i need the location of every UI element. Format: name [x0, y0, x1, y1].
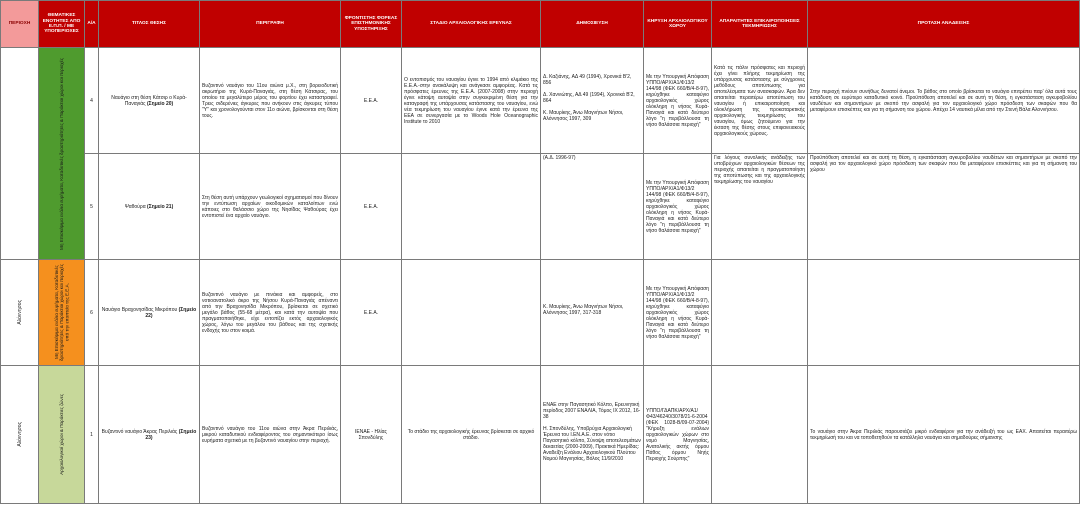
region-cell	[1, 260, 39, 366]
region-cell	[1, 366, 39, 504]
description: Στη θέση αυτή υπάρχουν γεωλογικοί σχηματισμοί που δίνουν την εντύπωση αρχαίων οικοδομικών καταλοίπων ενώ κάποιες στο θαλάσσιο χώρο της Νησίδας Ψαθούρας έχει εντοπιστεί ένα αρχαίο ναυάγιο.	[200, 154, 341, 260]
site-title: Βυζαντινό ναυάγιο Άκρας Περιλιάς	[101, 428, 178, 435]
table-row	[1, 366, 1080, 504]
region-cell	[1, 48, 39, 260]
group-label: Αρχαιολογικοί χώροι & Παράκτιες ζώνες	[58, 394, 64, 475]
aparaitites	[712, 260, 808, 366]
header-perigrafi: ΠΕΡΙΓΡΑΦΗ	[200, 1, 341, 48]
header-enotita: ΘΕΜΑΤΙΚΕΣ ΕΝΟΤΗΤΕΣ ΑΠΟ Ε.Π.Π. / ΜΕ ΥΠΟΠΕΡΙΟΧΕΣ	[39, 1, 85, 48]
site-title-cell	[99, 260, 200, 366]
references-cell	[541, 366, 644, 504]
site-title: Ναυάγιο στη θέση Κάτσιρ ο Κυρά-Παναγιάς	[111, 94, 187, 107]
kirixi: Με την Υπουργική Απόφαση ΥΠΠΟ/ΑΡΧ/Α1/Φ13/2 144/98 (ΦΕΚ 660/Β/4-8-97), κηρύχθηκε καταφύγιο αρχαιολογικός χώρος ολόκληρη η νήσος Κυρά-Παναγιά και κατά δεύτερο λόγο "η περιβάλλουσα τη νήσο θαλάσσια περιοχή"	[644, 48, 712, 154]
site-title: Ψαθούρα	[124, 203, 146, 210]
header-perif: ΠΕΡΙΟΧΗ	[1, 1, 39, 48]
header-titlos: ΤΙΤΛΟΣ ΘΕΣΗΣ	[99, 1, 200, 48]
stadio: Το στάδιο της αρχαιολογικής έρευνας βρίσκεται σε αρχικό στάδιο.	[402, 366, 541, 504]
reference: Κ. Μαυρίκης, Άνω Μαγνήτων Νήσοι, Αλόννησος 1997, 309	[543, 109, 624, 122]
header-stadio: ΣΤΑΔΙΟ ΑΡΧΑΙΟΛΟΓΙΚΗΣ ΕΡΕΥΝΑΣ	[402, 1, 541, 48]
site-tag: (Σημείο 21)	[147, 203, 174, 210]
stadio: Ο εντοπισμός του ναυαγίου έγινε το 1994 από κλιμάκιο της Ε.Ε.Α.-στην ανακάλυψη και ανάγκασε αμφορέας. Κατά τις πρόσφατες έρευνες της Ε.Ε.Α. (2007-2008) στην περιοχή έγινε κάτοψη αυτοψία στην συγκεκριμένη θέση για την καταγραφή της υπάρχουσας κατάστασης του ναυαγίου, ενώ νέα τεκμηρίωση του ναυαγίου έγινε κατά την έρευνα της ΕΕΑ σε συνεργασία με το Woods Hole Oceanographic Institute το 2010	[402, 48, 541, 154]
site-tag: (Σημείο 22)	[145, 306, 197, 319]
header-kirixi: ΚΗΡΥΞΗ ΑΡΧΑΙΟΛΟΓΙΚΟΥ ΧΩΡΟΥ	[644, 1, 712, 48]
foreas: ΙΕΝΑΕ - Ηλίας Σπονδύλης	[341, 366, 402, 504]
site-title-cell	[99, 366, 200, 504]
row-number: 6	[85, 260, 99, 366]
row-number: 1	[85, 366, 99, 504]
reference: Η. Σπονδύλης, Υποβρύχια Αρχαιολογική Έρευνα του Ι.ΕΝ.Α.Ε. στον νότιο Παγασητικό κόλπο, Σύνοψη αποτελεσμάτων δεκαετίας (2000-2009), Πρακτικά Ημερίδας: Αναδείξη Ενάλιου Αρχαιολογικού Πλούτου Νομού Μαγνησίας, Βόλος 11/9/2010	[543, 425, 641, 462]
header-foreas: ΦΡΟΝΤΙΣΤΗΣ ΦΟΡΕΑΣ ΕΠΙΣΤΗΜΟΝΙΚΗΣ ΥΠΟΣΤΗΡΙΞΗΣ	[341, 1, 402, 48]
header-row	[1, 1, 1080, 48]
row-number: 5	[85, 154, 99, 260]
reference: (Α.Δ. 1996-97)	[543, 155, 576, 161]
foreas: Ε.Ε.Α.	[341, 48, 402, 154]
foreas: Ε.Ε.Α.	[341, 154, 402, 260]
group-label: Μη Επισκέψιμα ενάλια ευρήματα, Καταδυτικές δραστηριότητες & Παράκτιοι χώροι και περιοχές υπό την εποπτεία της Ε.Ε.Α.	[53, 264, 70, 361]
site-tag: (Σημείο 23)	[145, 428, 197, 441]
site-title-cell	[99, 48, 200, 154]
aparaitites	[712, 366, 808, 504]
site-title-cell	[99, 154, 200, 260]
header-protasi: ΠΡΟΤΑΣΗ ΑΝΑΔΕΙΞΗΣ	[808, 1, 1080, 48]
group-cell	[39, 48, 85, 260]
references-cell	[541, 48, 644, 154]
group-cell	[39, 260, 85, 366]
header-aa: Α/Α	[85, 1, 99, 48]
reference: ΕΝΑΕ στην Παγασητικό Κόλπο, Ερευνητική περίοδος 2007 ΕΝΑΛΙΑ, Τόμος ΙΧ 2012, 16-38	[543, 401, 641, 420]
group-label: Μη Επισκέψιμα ενάλια ευρήματα, Καταδυτικές δραστηριότητες & Παράκτιοι χώροι και περιοχές	[58, 57, 64, 250]
region-label: Αλόννησος	[16, 422, 23, 447]
description: Βυζαντινό ναυάγιο του 11ου αιώνα μ.Χ., στη βορειοδυτική ακρωτήριο της Κυρά-Παναγιάς, στη θέση Κάτσιρας, του οποίου τα μεγαλύτερο μέρος του φορτίου έχει καταστραφεί. Τρεις σιδερένιες άγκυρες που ανήκουν στις άγκυρες τύπου "Υ" και χρονολογούνται στον 11ο αιώνα, βρίσκονται στη θέση τους.	[200, 48, 341, 154]
aparaitites: Για λόγους συνολικής ανάδειξης των υποβρύχιων αρχαιολογικών θέσεων της περιοχής απαιτείται η πραγματοποίηση της αποτύπωσης και της αρχαιολογικής τεκμηρίωσης του ναυαγίου	[712, 154, 808, 260]
header-dimosieusi: ΔΗΜΟΣΙΕΥΣΗ	[541, 1, 644, 48]
kirixi: Με την Υπουργική Απόφαση ΥΠΠΟ/ΑΡΧ/Α1/Φ13/2 144/98 (ΦΕΚ 660/Β/4-8-97), κηρύχθηκε καταφύγιο αρχαιολογικός χώρος ολόκληρη η νήσος Κυρά-Παναγιά και κατά δεύτερο λόγο "η περιβάλλουσα τη νήσο θαλάσσια περιοχή"	[644, 154, 712, 260]
protasi: Στην περιοχή πνέουν συνήθως δυνατοί άνεμοι. Το βάθος στο οποίο βρίσκεται το ναυάγιο επιτρέπει παρ' όλα αυτά τους κατάδυση σε ευρύτερο καταδυτικό κοινό. Προϋπόθεση αποτελεί και σε αυτή τη θέση, η εγκατάσταση αγκυροβολίου ναυδέτων και σημαντήρων με σκοπό την ασφαλή για τον αρχαιολογικό χώρο πρόσδεση των σκαφών που θα μεταφέρουν επισκέπτες και για τη σήμανση του χώρου. Απέχει 14 ναυτικά μίλια από την Στενή Βάλα Αλοννήσου.	[808, 48, 1080, 154]
table-row	[1, 154, 1080, 260]
description: Βυζαντινό ναυάγιο με πινάκια και αμφορείς, στο νοτιοανατολικό άκρο της Νήσου Κυρά-Παναγιάς απέναντι από την Βραχονησίδα Μικρόπου, βρίσκεται σε σχετικό μεγάλο βάθος (55-68 μέτρα), και κατά την αυτοψία που πραγματοποιήθηκε, είχε εντοπίζει εκτός αρχαιολογικός χώρος, λόγω του μεγάλου του βάθους και της σχετικής ενδοχής του στον κοιμά.	[200, 260, 341, 366]
row-number: 4	[85, 48, 99, 154]
reference: Δ. Χαννιώτης, ΑΔ 49 (1994), Χρονικά Β'2, 864	[543, 91, 635, 104]
header-aparaitites: ΑΠΑΡΑΙΤΗΤΕΣ ΕΠΙΚΑΙΡΟΠΟΙΗΣΕΙΣ ΤΕΚΜΗΡΙΩΣΗΣ	[712, 1, 808, 48]
description: Βυζαντινό ναυάγιο του 11ου αιώνα στην Άκρα Περιλιάς, μικρού καταδυτικού ενδιαφέροντος του σημαντικότερο ίσως ευρήματα σχετικά με τη βυζαντινό ναυαγίου στην περιοχή.	[200, 366, 341, 504]
region-label: Αλόννησος	[16, 300, 23, 325]
foreas: Ε.Ε.Α.	[341, 260, 402, 366]
reference: Δ. Καζιάνης, ΑΔ 49 (1994), Χρονικά Β'2, 856	[543, 73, 632, 86]
kirixi: Με την Υπουργική Απόφαση ΥΠΠΟ/ΑΡΧ/Α1/Φ13/2 144/98 (ΦΕΚ 660/Β/4-8-97), κηρύχθηκε καταφύγιο αρχαιολογικός χώρος ολόκληρη η νήσος Κυρά-Παναγιά και κατά δεύτερο λόγο "η περιβάλλουσα τη νήσο θαλάσσια περιοχή"	[644, 260, 712, 366]
stadio	[402, 260, 541, 366]
stadio	[402, 154, 541, 260]
reference: Κ. Μαυρίκης, Άνω Μαγνήτων Νήσοι, Αλόννησος 1997, 317-318	[543, 303, 624, 316]
aparaitites: Κατά τις πάλιν πρόσφατες και περιοχή έχει γίνει πλήρης τεκμηρίωση της υπάρχουσας κατάστασης με σύγχρονες μεθόδους αποτύπωσης για αποτελέσματα των ανασκαφών. Άρα δεν απαιτείται περαιτέρω αποτύπωση του ναυαγίου ή επικαιροποίηση και ολοκλήρωση της προκαταρκτικής αρχαιολογικής τεκμηρίωσης του ναυαγίου, όμως ζητούμενο για την έκταση της θέσης στους επιφανειακούς αρχαιολογικούς χώρους.	[712, 48, 808, 154]
table-row	[1, 48, 1080, 154]
protasi	[808, 260, 1080, 366]
site-tag: (Σημείο 20)	[146, 100, 174, 107]
protasi: Προϋπόθεση αποτελεί και σε αυτή τη θέση, η εγκατάσταση αγκυροβολίου ναυδέτων και σημαντήρων με σκοπό την ασφαλή για τον αρχαιολογικό χώρο πρόσδεση των σκαφών που θα μεταφέρουν επισκέπτες και για τη σήμανση του χώρου	[808, 154, 1080, 260]
references-cell	[541, 154, 644, 260]
references-cell	[541, 260, 644, 366]
kirixi: ΥΠΠΟ/ΓΔΑΠΚ/ΑΡΧ/Α1/Φ43/46240/3078/21-6-2004 (ΦΕΚ 1028-Β/09-07-2004) "Κήρυξη ενάλιων αρχαιολογικών χώρων στο νομό Μαγνησίας, Ανατολικής ακτής όρμου Πάθος όρμου Νηής Περιοχής Σούρπης"	[644, 366, 712, 504]
site-title: Ναυάγιο Βραχονησίδας Μικρόπου	[101, 306, 178, 313]
group-cell	[39, 366, 85, 504]
table-row	[1, 260, 1080, 366]
protasi: Το ναυάγιο στην Άκρα Περιλιάς παρουσιάζει μικρό ενδιαφέρον για την ανάδειξή του ως ΕΑΧ. Απαιτείται περαιτέρω τεκμηρίωσή του και να τοποθετηθούν τα κατάλληλα ναυάγια και σημαδούρες σήμανσης	[808, 366, 1080, 504]
